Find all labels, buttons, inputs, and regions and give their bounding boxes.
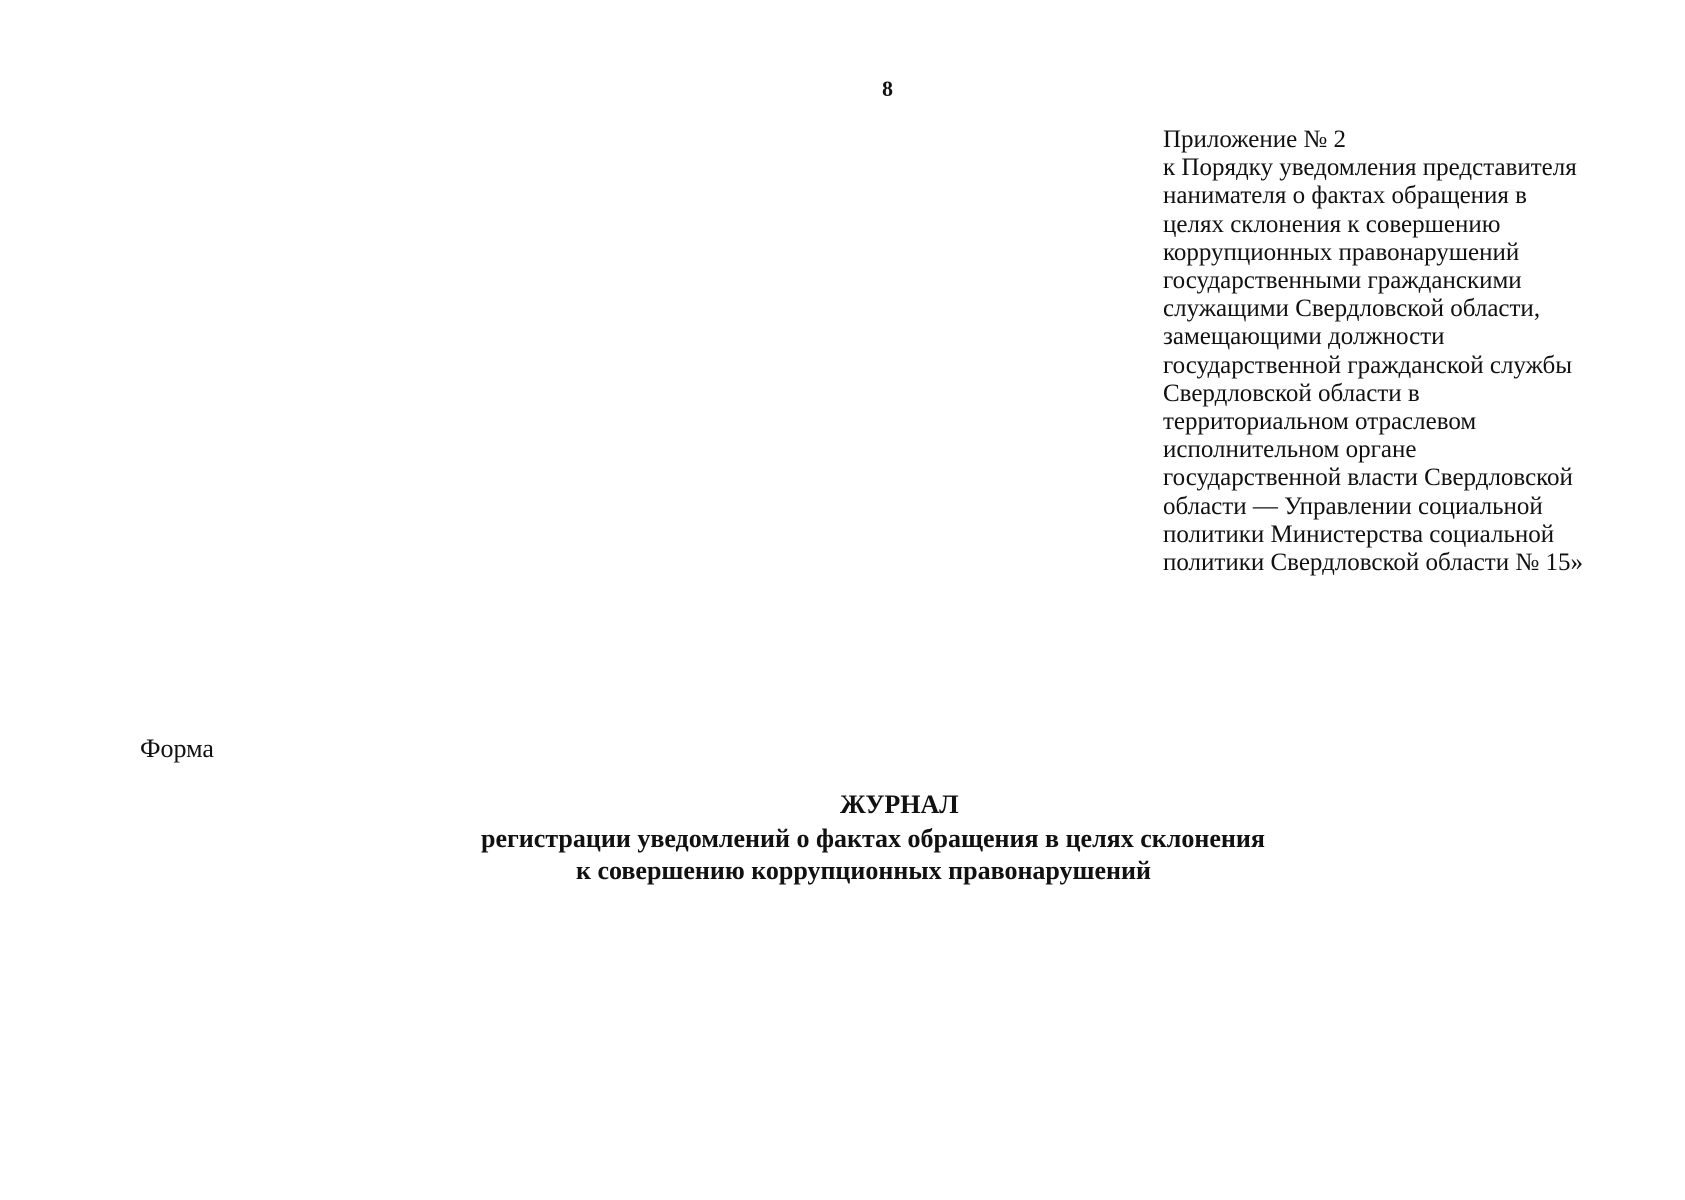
appendix-line: политики Свердловской области № 15»	[1163, 549, 1583, 577]
appendix-line: исполнительном органе	[1163, 436, 1417, 464]
appendix-line: Приложение № 2	[1163, 126, 1347, 153]
journal-subtitle-line-2: к совершению коррупционных правонарушений	[576, 856, 1151, 885]
appendix-header	[1163, 126, 1683, 577]
appendix-line: области — Управлении социальной	[1163, 492, 1543, 520]
appendix-line: государственной власти Свердловской	[1163, 464, 1573, 492]
journal-title: ЖУРНАЛ	[840, 790, 959, 819]
appendix-line: служащими Свердловской области,	[1163, 295, 1541, 323]
appendix-line: политики Министерства социальной	[1163, 520, 1555, 548]
appendix-line: государственными гражданскими	[1163, 267, 1522, 295]
appendix-line: нанимателя о фактах обращения в	[1163, 182, 1527, 210]
appendix-line: замещающими должности	[1163, 323, 1445, 351]
appendix-line: целях склонения к совершению	[1163, 210, 1501, 238]
appendix-line: Свердловской области в	[1163, 379, 1420, 407]
journal-subtitle-line-1: регистрации уведомлений о фактах обращения в целях склонения	[481, 824, 1265, 853]
appendix-line: государственной гражданской службы	[1163, 351, 1573, 379]
appendix-line: к Порядку уведомления представителя	[1163, 154, 1577, 182]
form-label: Форма	[140, 734, 214, 763]
appendix-line: коррупционных правонарушений	[1163, 238, 1520, 266]
appendix-line: территориальном отраслевом	[1163, 408, 1477, 436]
page-number: 8	[882, 76, 893, 101]
